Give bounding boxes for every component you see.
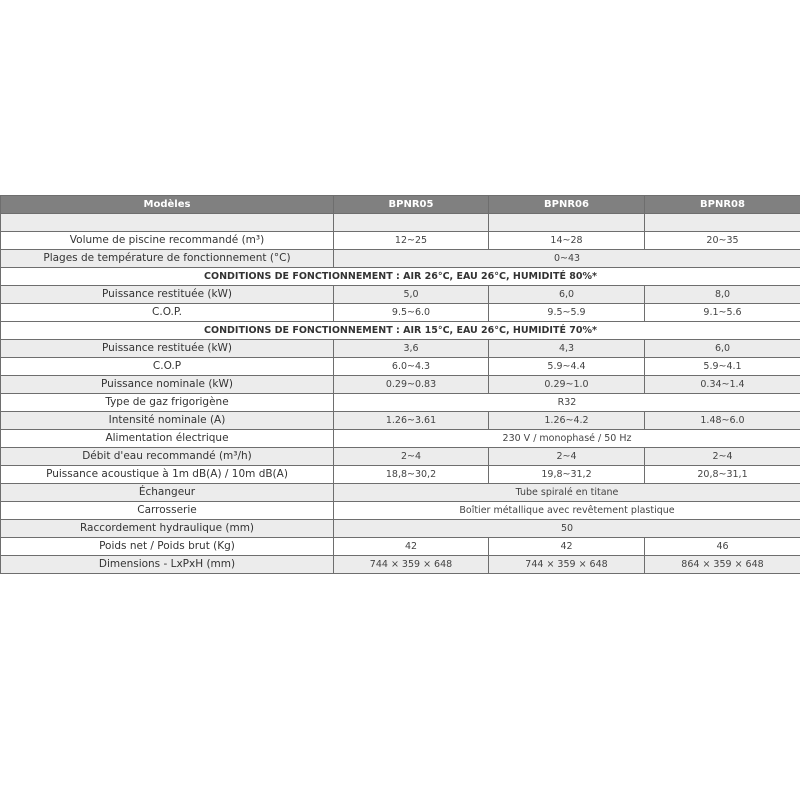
row-value-2: 19,8~31,2: [489, 466, 645, 484]
row-value-2: 2~4: [489, 448, 645, 466]
row-value-1: 9.5~6.0: [334, 304, 489, 322]
row-value-2: 42: [489, 538, 645, 556]
row-value-1: 12~25: [334, 232, 489, 250]
row-label: Puissance acoustique à 1m dB(A) / 10m dB(A): [1, 466, 334, 484]
row-value-1: 2~4: [334, 448, 489, 466]
row-value-3: 864 × 359 × 648: [645, 556, 800, 574]
row-value-3: 6,0: [645, 340, 800, 358]
table-row: [1, 286, 800, 304]
row-value-2: 14~28: [489, 232, 645, 250]
row-label: C.O.P: [1, 358, 334, 376]
row-label: C.O.P.: [1, 304, 334, 322]
row-value-3: 9.1~5.6: [645, 304, 800, 322]
row-value-1: 744 × 359 × 648: [334, 556, 489, 574]
table-row: [1, 538, 800, 556]
row-value-2: 5.9~4.4: [489, 358, 645, 376]
header-model-1: BPNR05: [334, 196, 489, 214]
row-value-merged: 230 V / monophasé / 50 Hz: [334, 430, 800, 448]
row-value-3: 8,0: [645, 286, 800, 304]
row-value-1: 0.29~0.83: [334, 376, 489, 394]
row-label: Puissance restituée (kW): [1, 340, 334, 358]
row-value-1: 5,0: [334, 286, 489, 304]
table-header-row: [1, 196, 800, 214]
row-value-2: 4,3: [489, 340, 645, 358]
table-row: [1, 448, 800, 466]
row-value-2: 9.5~5.9: [489, 304, 645, 322]
row-value-1: 18,8~30,2: [334, 466, 489, 484]
spec-table-body: [1, 214, 800, 574]
table-row: [1, 376, 800, 394]
row-label: Débit d'eau recommandé (m³/h): [1, 448, 334, 466]
section-header-row: [1, 268, 800, 286]
row-label: Volume de piscine recommandé (m³): [1, 232, 334, 250]
row-value-3: 20,8~31,1: [645, 466, 800, 484]
header-model-2: BPNR06: [489, 196, 645, 214]
row-value-1: 3,6: [334, 340, 489, 358]
row-label: Type de gaz frigorigène: [1, 394, 334, 412]
row-label: Carrosserie: [1, 502, 334, 520]
table-row: [1, 556, 800, 574]
row-value-2: 1.26~4.2: [489, 412, 645, 430]
row-value-1: 42: [334, 538, 489, 556]
table-row: [1, 340, 800, 358]
row-value-1: 1.26~3.61: [334, 412, 489, 430]
table-row: [1, 466, 800, 484]
section-title: CONDITIONS DE FONCTIONNEMENT : AIR 15°C, EAU 26°C, HUMIDITÉ 70%*: [1, 322, 800, 340]
table-row: [1, 358, 800, 376]
row-value-2: 744 × 359 × 648: [489, 556, 645, 574]
table-row: [1, 232, 800, 250]
header-model-3: BPNR08: [645, 196, 800, 214]
table-row: [1, 304, 800, 322]
row-label: Raccordement hydraulique (mm): [1, 520, 334, 538]
row-value-3: 46: [645, 538, 800, 556]
table-row: [1, 412, 800, 430]
row-label: Intensité nominale (A): [1, 412, 334, 430]
row-value-merged: 50: [334, 520, 800, 538]
table-row: [1, 484, 800, 502]
row-value-3: 2~4: [645, 448, 800, 466]
blank-row: [1, 214, 800, 232]
row-value-3: 1.48~6.0: [645, 412, 800, 430]
table-row: [1, 520, 800, 538]
row-label: Plages de température de fonctionnement (°C): [1, 250, 334, 268]
row-label: Échangeur: [1, 484, 334, 502]
section-title: CONDITIONS DE FONCTIONNEMENT : AIR 26°C, EAU 26°C, HUMIDITÉ 80%*: [1, 268, 800, 286]
table-row: [1, 250, 800, 268]
row-value-2: 6,0: [489, 286, 645, 304]
section-header-row: [1, 322, 800, 340]
row-label: Poids net / Poids brut (Kg): [1, 538, 334, 556]
row-value-2: 0.29~1.0: [489, 376, 645, 394]
table-row: [1, 430, 800, 448]
row-value-merged: Tube spiralé en titane: [334, 484, 800, 502]
row-value-3: 5.9~4.1: [645, 358, 800, 376]
row-value-merged: R32: [334, 394, 800, 412]
row-value-3: 20~35: [645, 232, 800, 250]
spec-table: [0, 195, 800, 574]
row-value-merged: 0~43: [334, 250, 800, 268]
row-label: Puissance restituée (kW): [1, 286, 334, 304]
row-label: Puissance nominale (kW): [1, 376, 334, 394]
row-value-3: 0.34~1.4: [645, 376, 800, 394]
table-row: [1, 394, 800, 412]
row-value-merged: Boîtier métallique avec revêtement plastique: [334, 502, 800, 520]
row-label: Alimentation électrique: [1, 430, 334, 448]
table-row: [1, 502, 800, 520]
row-label: Dimensions - LxPxH (mm): [1, 556, 334, 574]
row-value-1: 6.0~4.3: [334, 358, 489, 376]
header-label: Modèles: [1, 196, 334, 214]
